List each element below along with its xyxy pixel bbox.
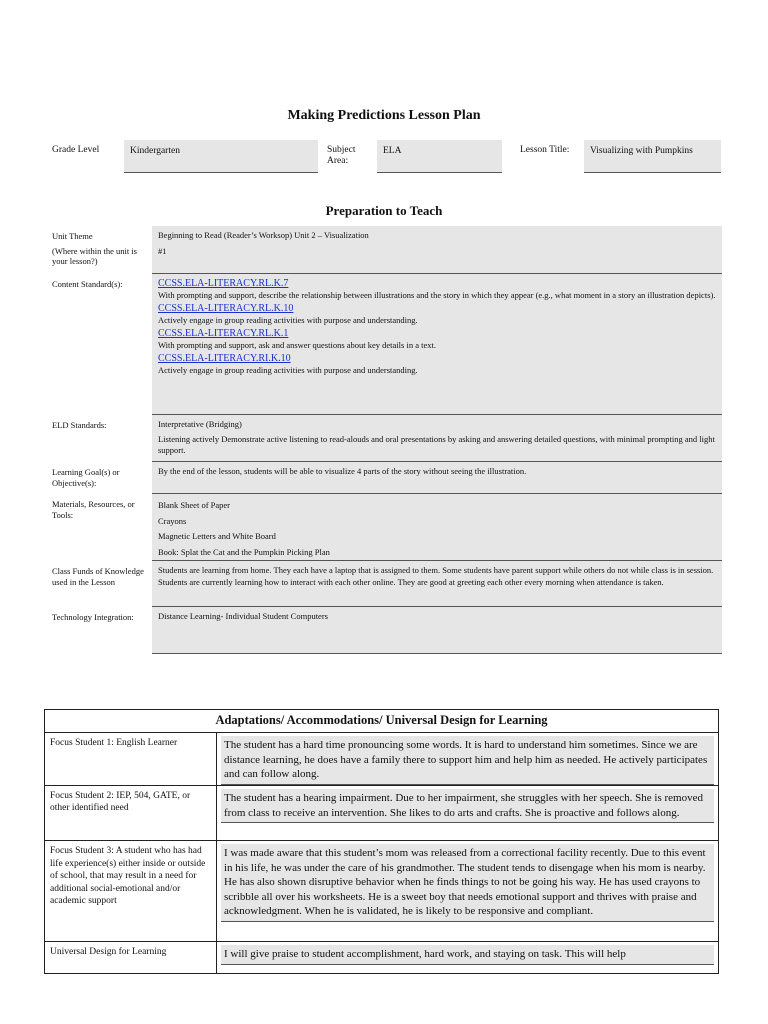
page-title: Making Predictions Lesson Plan — [287, 108, 481, 123]
table-row — [45, 841, 718, 942]
material-item: Magnetic Letters and White Board — [158, 531, 276, 541]
standard-link[interactable]: CCSS.ELA-LITERACY.RL.K.1 — [158, 328, 289, 339]
eld-standards-label: ELD Standards: — [52, 420, 107, 430]
unit-theme-row — [52, 226, 722, 274]
lesson-title-label: Lesson Title: — [520, 145, 570, 155]
focus-student-label: Focus Student 2: IEP, 504, GATE, or other identified need — [45, 786, 217, 840]
eld-level: Interpretative (Bridging) — [158, 419, 242, 429]
content-standards-field[interactable] — [152, 274, 722, 415]
standard-text: With prompting and support, describe the relationship between illustrations and the story in which they appear (e.g., what moment in a story an illustration depicts). — [158, 289, 716, 300]
content-standards-label: Content Standard(s): — [52, 279, 123, 289]
udl-label: Universal Design for Learning — [45, 942, 217, 973]
material-item: Blank Sheet of Paper — [158, 500, 230, 510]
grade-level-label: Grade Level — [52, 145, 100, 155]
eld-standards-row — [52, 415, 722, 462]
technology-field[interactable]: Distance Learning- Individual Student Computers — [152, 607, 722, 654]
table-row — [45, 733, 718, 786]
content-standards-row — [52, 274, 722, 415]
funds-of-knowledge-label: Class Funds of Knowledge used in the Lesson — [52, 566, 144, 587]
focus-student-label: Focus Student 1: English Learner — [45, 733, 217, 785]
materials-label: Materials, Resources, or Tools: — [52, 499, 135, 520]
standard-text: Actively engage in group reading activities with purpose and understanding. — [158, 314, 418, 325]
learning-goal-row — [52, 462, 722, 494]
adaptations-heading: Adaptations/ Accommodations/ Universal Design for Learning — [45, 710, 718, 733]
standard-text: Actively engage in group reading activities with purpose and understanding. — [158, 364, 418, 375]
unit-theme-value: Beginning to Read (Reader’s Worksop) Unit 2 – Visualization — [158, 230, 369, 240]
material-item: Crayons — [158, 515, 187, 526]
preparation-heading: Preparation to Teach — [325, 203, 443, 218]
eld-standards-field[interactable] — [152, 415, 722, 462]
unit-theme-field[interactable] — [152, 226, 722, 274]
standard-link[interactable]: CCSS.ELA-LITERACY.RL.K.7 — [158, 278, 289, 289]
standard-text: With prompting and support, ask and answer questions about key details in a text. — [158, 339, 436, 350]
udl-field[interactable]: I will give praise to student accomplishment, hard work, and staying on task. This will help — [221, 945, 714, 965]
table-row — [45, 786, 718, 841]
unit-theme-label: Unit Theme — [52, 231, 93, 241]
grade-level-field[interactable]: Kindergarten — [124, 140, 318, 173]
materials-field[interactable] — [152, 494, 722, 561]
materials-row — [52, 494, 722, 561]
lesson-title-field[interactable]: Visualizing with Pumpkins — [584, 140, 721, 173]
learning-goal-field[interactable]: By the end of the lesson, students will be able to visualize 4 parts of the story without seeing the illustration. — [152, 462, 722, 494]
focus-student-field[interactable]: The student has a hearing impairment. Due to her impairment, she struggles with her speech. She is removed from class to receive an intervention. She likes to do arts and crafts. She is proactive and follows along. — [221, 789, 714, 823]
adaptations-table — [44, 709, 719, 974]
focus-student-field[interactable]: I was made aware that this student’s mom was released from a correctional facility recently. Due to this event in his life, he was under the care of his grandmother. The student tends to disengage when his mom is nearby. He has also shown disruptive behavior when he finds things to not be going his way. He has used crayons to scribble all over his worksheets. He is a sweet boy that needs emotional support and thrives with praise and acknowledgment. When he is validated, he is likely to be responsive and compliant. — [221, 844, 714, 922]
funds-of-knowledge-row — [52, 561, 722, 607]
standard-link[interactable]: CCSS.ELA-LITERACY.RL.K.10 — [158, 303, 294, 314]
table-row — [45, 942, 718, 973]
funds-of-knowledge-field[interactable]: Students are learning from home. They each have a laptop that is assigned to them. Some students have parent support while others do not while class is in session. Students are currently learning how to interact with each other online. They are good at greeting each other every morning when attendance is taken. — [152, 561, 722, 607]
unit-where-label: (Where within the unit is your lesson?) — [52, 245, 137, 266]
learning-goal-label: Learning Goal(s) or Objective(s): — [52, 467, 120, 488]
preparation-table — [52, 226, 722, 654]
eld-text: Listening actively Demonstrate active listening to read-alouds and oral presentations by asking and answering detailed questions, with minimal prompting and light support. — [158, 433, 715, 455]
focus-student-field[interactable]: The student has a hard time pronouncing some words. It is hard to understand him sometimes. Since we are distance learning, he does have a family there to support him and help him as needed. He actively participates and can follow along. — [221, 736, 714, 785]
standard-link[interactable]: CCSS.ELA-LITERACY.RI.K.10 — [158, 353, 291, 364]
subject-area-label: Subject Area: — [327, 145, 356, 166]
technology-row — [52, 607, 722, 654]
subject-area-field[interactable]: ELA — [377, 140, 502, 173]
unit-where-value: #1 — [158, 245, 167, 256]
focus-student-label: Focus Student 3: A student who has had life experience(s) either inside or outside of school, that may result in a need for additional social-emotional and/or academic support — [45, 841, 217, 941]
technology-label: Technology Integration: — [52, 612, 134, 622]
material-item: Book: Splat the Cat and the Pumpkin Picking Plan — [158, 546, 330, 557]
